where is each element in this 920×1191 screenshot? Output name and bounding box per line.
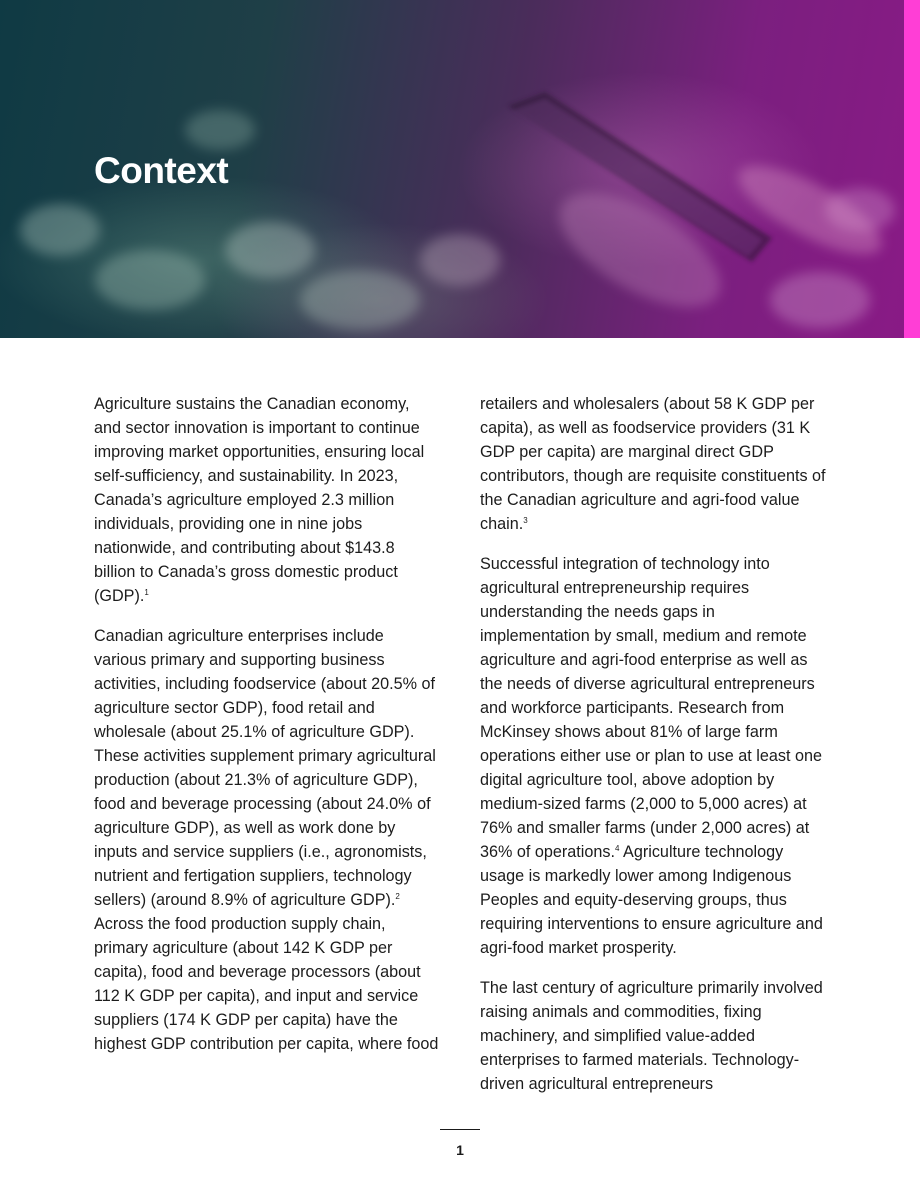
paragraph-2 — [480, 552, 826, 960]
paragraph-3 — [480, 976, 826, 1096]
footnote-marker: 2 — [395, 892, 400, 901]
page-number: 1 — [456, 1142, 464, 1158]
paragraph-1 — [480, 392, 826, 536]
paragraph-text: Canadian agriculture enterprises include various primary and supporting business activities, including foodservice (about 20.5% of agriculture sector GDP), food retail and wholesale (about 25.1% of agriculture GDP). These activities supplement primary agricultural production (about 21.3% of agriculture GDP), food and beverage processing (about 24.0% of agriculture GDP), as well as work done by inputs and service suppliers (i.e., agronomists, nutrient and fertigation suppliers, technology sellers) (around 8.9% of agriculture GDP). — [94, 627, 436, 909]
paragraph-text: Across the food production supply chain, primary agriculture (about 142 K GDP per capita), food and beverage processors (about 112 K GDP per capita), and input and service suppliers (174 K GDP per capita) have the highest GDP contribution per capita, where food — [94, 915, 439, 1053]
paragraph-text: retailers and wholesalers (about 58 K GDP per capita), as well as foodservice providers (31 K GDP per capita) are marginal direct GDP contributors, though are requisite constituents of the Canadian agriculture and agri-food value chain. — [480, 395, 826, 533]
paragraph-2 — [94, 624, 440, 1056]
footnote-marker: 4 — [615, 844, 620, 853]
page-title: Context — [94, 150, 229, 191]
footnote-marker: 3 — [523, 516, 528, 525]
accent-bar — [904, 0, 920, 338]
paragraph-text: The last century of agriculture primarily involved raising animals and commodities, fixing machinery, and simplified value-added enterprises to farmed materials. Technology-driven agricultural entrepreneurs — [480, 979, 823, 1093]
paragraph-text: Successful integration of technology into agricultural entrepreneurship requires understanding the needs gaps in implementation by small, medium and remote agriculture and agri-food enterprise as well as the needs of diverse agricultural entrepreneurs and workforce participants. Research from McKinsey shows about 81% of large farm operations either use or plan to use at least one digital agriculture tool, above adoption by medium-sized farms (2,000 to 5,000 acres) at 76% and smaller farms (under 2,000 acres) at 36% of operations. — [480, 555, 822, 861]
right-column — [480, 392, 826, 1112]
paragraph-1 — [94, 392, 440, 608]
left-column — [94, 392, 440, 1072]
paragraph-text: Agriculture technology usage is markedly lower among Indigenous Peoples and equity-deserving groups, thus requiring interventions to ensure agriculture and agri-food market prosperity. — [480, 843, 823, 957]
footnote-marker: 1 — [144, 588, 149, 597]
footer-divider — [440, 1129, 480, 1130]
hero-banner — [0, 0, 920, 338]
paragraph-text: Agriculture sustains the Canadian economy, and sector innovation is important to continue improving market opportunities, ensuring local self-sufficiency, and sustainability. In 2023, Canada’s agriculture employed 2.3 million individuals, providing one in nine jobs nationwide, and contributing about $143.8 billion to Canada’s gross domestic product (GDP). — [94, 395, 425, 605]
